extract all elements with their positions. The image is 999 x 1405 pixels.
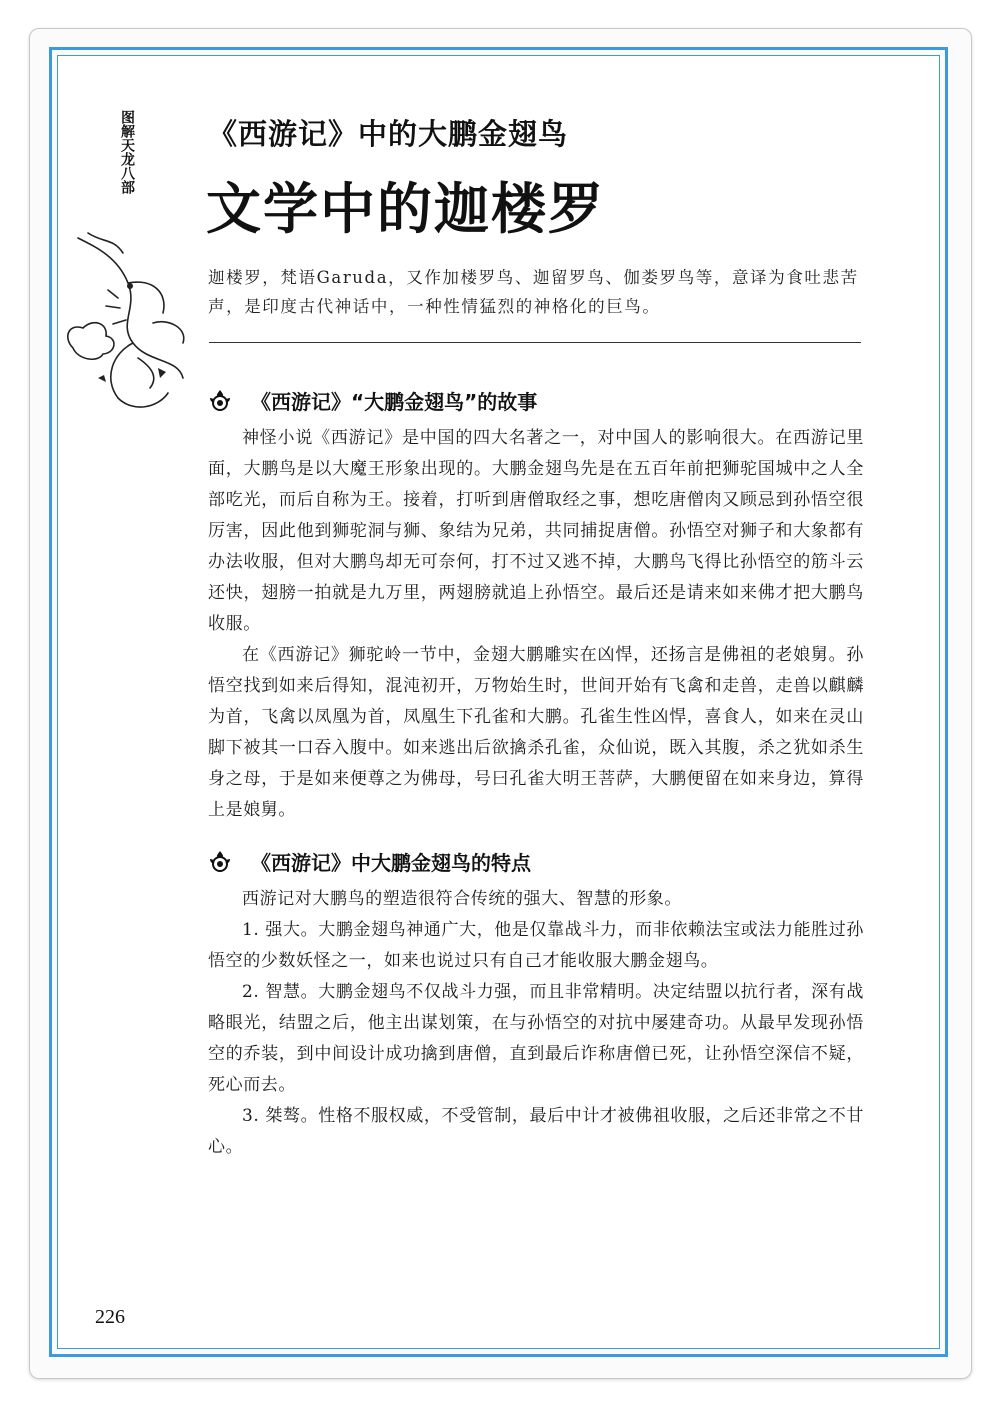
paragraph: 3. 桀骜。性格不服权威，不受管制，最后中计才被佛祖收服，之后还非常之不甘心。 bbox=[208, 1106, 864, 1157]
section-heading-traits bbox=[207, 847, 531, 876]
intro-paragraph: 迦楼罗，梵语Garuda，又作加楼罗鸟、迦留罗鸟、伽娄罗鸟等，意译为食吐悲苦声，是印度古代神话中，一种性情猛烈的神格化的巨鸟。 bbox=[208, 268, 859, 316]
section-heading-story bbox=[207, 386, 537, 415]
book-series-label: 图解天龙八部 bbox=[119, 110, 135, 194]
paragraph: 神怪小说《西游记》是中国的四大名著之一，对中国人的影响很大。在西游记里面，大鹏鸟是以大魔王形象出现的。大鹏金翅鸟先是在五百年前把狮驼国城中之人全部吃光，而后自称为王。接着，打听到唐僧取经之事，想吃唐僧肉又顾忌到孙悟空很厉害，因此他到狮驼洞与狮、象结为兄弟，共同捕捉唐僧。孙悟空对狮子和大象都有办法收服，但对大鹏鸟却无可奈何，打不过又逃不掉，大鹏鸟飞得比孙悟空的筋斗云还快，翅膀一拍就是九万里，两翅膀就追上孙悟空。最后还是请来如来佛才把大鹏鸟收服。 bbox=[208, 428, 864, 634]
section-body-traits bbox=[208, 884, 864, 1163]
paragraph: 1. 强大。大鹏金翅鸟神通广大，他是仅靠战斗力，而非依赖法宝或法力能胜过孙悟空的少数妖怪之一，如来也说过只有自己才能收服大鹏金翅鸟。 bbox=[208, 920, 864, 971]
flame-ornament-icon bbox=[207, 849, 233, 875]
paragraph: 西游记对大鹏鸟的塑造很符合传统的强大、智慧的形象。 bbox=[242, 889, 682, 909]
page-number: 226 bbox=[95, 1306, 125, 1328]
dragon-illustration bbox=[58, 228, 198, 418]
section-heading-text: 《西游记》“大鹏金翅鸟”的故事 bbox=[251, 390, 538, 414]
subtitle: 《西游记》中的大鹏金翅鸟 bbox=[208, 117, 569, 151]
section-heading-text: 《西游记》中大鹏金翅鸟的特点 bbox=[251, 851, 531, 875]
divider bbox=[209, 342, 861, 343]
page-title: 文学中的迦楼罗 bbox=[206, 177, 606, 241]
paragraph: 2. 智慧。大鹏金翅鸟不仅战斗力强，而且非常精明。决定结盟以抗行者，深有战略眼光，结盟之后，他主出谋划策，在与孙悟空的对抗中屡建奇功。从最早发现孙悟空的乔装，到中间设计成功擒到唐僧，直到最后诈称唐僧已死，让孙悟空深信不疑，死心而去。 bbox=[208, 982, 864, 1095]
flame-ornament-icon bbox=[207, 388, 233, 414]
section-body-story bbox=[208, 423, 864, 826]
paragraph: 在《西游记》狮驼岭一节中，金翅大鹏雕实在凶悍，还扬言是佛祖的老娘舅。孙悟空找到如来后得知，混沌初开，万物始生时，世间开始有飞禽和走兽，走兽以麒麟为首，飞禽以凤凰为首，凤凰生下孔雀和大鹏。孔雀生性凶悍，喜食人，如来在灵山脚下被其一口吞入腹中。如来逃出后欲擒杀孔雀，众仙说，既入其腹，杀之犹如杀生身之母，于是如来便尊之为佛母，号曰孔雀大明王菩萨，大鹏便留在如来身边，算得上是娘舅。 bbox=[208, 645, 864, 820]
